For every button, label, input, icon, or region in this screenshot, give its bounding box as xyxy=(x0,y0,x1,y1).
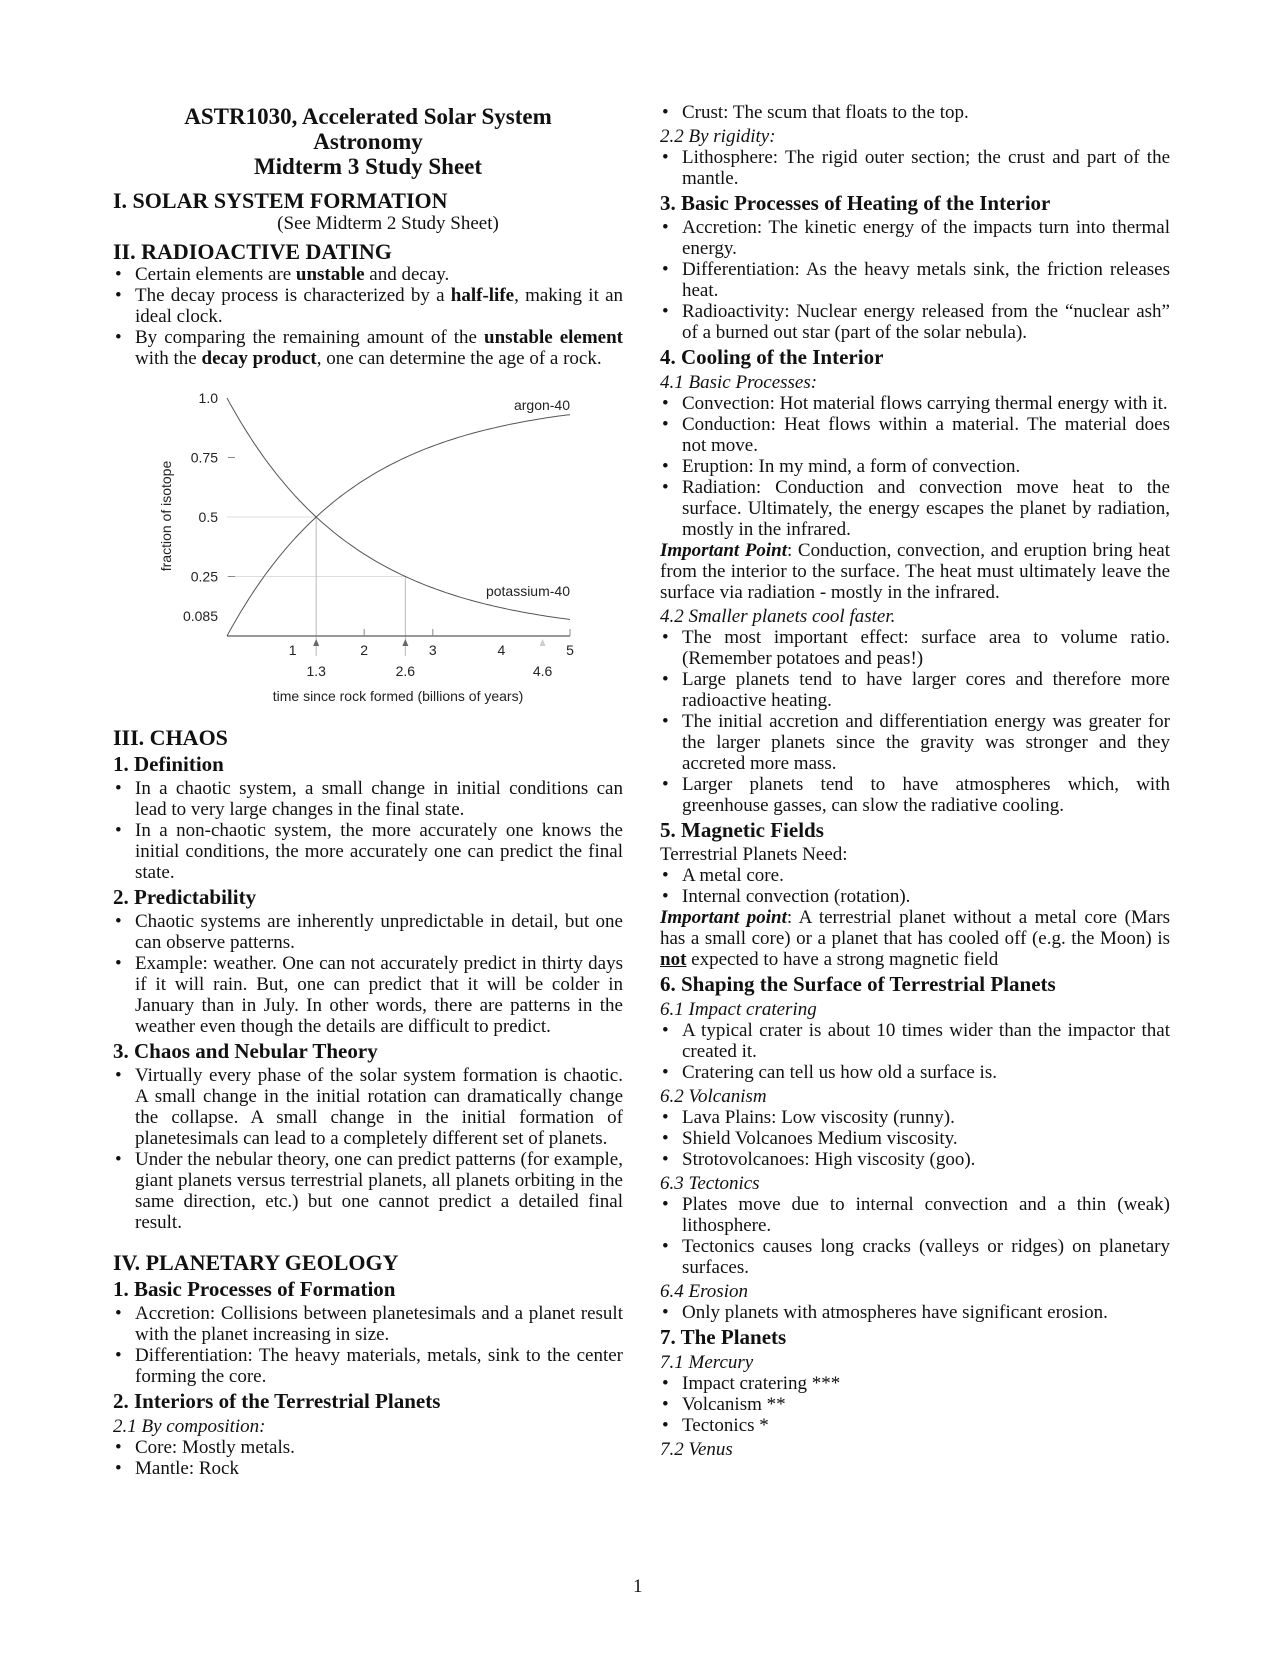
text-run: Shield Volcanoes Medium viscosity. xyxy=(682,1128,958,1149)
list-item xyxy=(113,285,623,327)
bullet-list xyxy=(660,1020,1170,1083)
bullet-icon: • xyxy=(662,393,669,414)
bullet-icon: • xyxy=(662,1236,669,1257)
text-run: , making it an ideal clock. xyxy=(135,285,624,327)
argon-40-curve xyxy=(227,415,570,636)
text-run: Cratering can tell us how old a surface is. xyxy=(682,1062,997,1083)
bullet-icon: • xyxy=(115,327,122,348)
italic-subheading: 6.1 Impact cratering xyxy=(660,999,817,1020)
bullet-icon: • xyxy=(662,217,669,238)
left-column xyxy=(113,104,623,1479)
text-run: with the xyxy=(135,348,202,369)
y-tick-label: 0.5 xyxy=(198,509,218,525)
list-item xyxy=(660,1415,1170,1436)
list-item xyxy=(660,217,1170,259)
bullet-icon: • xyxy=(662,1128,669,1149)
text-run: Only planets with atmospheres have significant erosion. xyxy=(682,1302,1108,1323)
list-item xyxy=(660,1107,1170,1128)
title-line: Astronomy xyxy=(313,129,423,154)
paragraph xyxy=(660,907,1170,970)
bullet-icon: • xyxy=(115,1458,122,1479)
section-heading: I. SOLAR SYSTEM FORMATION xyxy=(113,188,448,213)
bullet-list xyxy=(113,778,623,883)
series-label: potassium-40 xyxy=(485,583,570,599)
text-run: Radioactivity: Nuclear energy released from the “nuclear ash” of a burned out star (part of the solar nebula). xyxy=(682,301,1170,343)
text-run: Mantle: Rock xyxy=(135,1458,239,1479)
list-item xyxy=(113,911,623,953)
text-run: Virtually every phase of the solar system formation is chaotic. A small change in the initial rotation can dramatically change the collapse. A small change in the initial formation of planetesimals can lead to a completely different set of planets. xyxy=(135,1065,623,1149)
x-mark-label: 4.6 xyxy=(532,663,553,679)
y-tick-label: 0.085 xyxy=(182,607,218,624)
text-run: In a chaotic system, a small change in initial conditions can lead to very large changes in the final state. xyxy=(135,778,623,820)
list-item xyxy=(113,778,623,820)
bullet-icon: • xyxy=(115,820,122,841)
text-run: Large planets tend to have larger cores and therefore more radioactive heating. xyxy=(682,669,1170,711)
section-heading: IV. PLANETARY GEOLOGY xyxy=(113,1250,399,1275)
x-tick-label: 2 xyxy=(360,642,369,658)
y-tick-label: 0.75 xyxy=(190,449,218,466)
list-item xyxy=(113,1303,623,1345)
list-item xyxy=(660,627,1170,669)
y-tick-label: 0.25 xyxy=(190,568,218,585)
bullet-list xyxy=(660,1107,1170,1170)
text-run: Eruption: In my mind, a form of convection. xyxy=(682,456,1021,477)
emphasis-text: unstable xyxy=(295,264,365,285)
list-item xyxy=(660,477,1170,540)
text-run: Lava Plains: Low viscosity (runny). xyxy=(682,1107,955,1128)
x-mark-label: 2.6 xyxy=(395,663,416,679)
list-item xyxy=(660,456,1170,477)
text-run: Crust: The scum that floats to the top. xyxy=(682,102,969,123)
bullet-icon: • xyxy=(662,456,669,477)
bullet-icon: • xyxy=(662,102,669,123)
list-item xyxy=(113,1065,623,1149)
x-tick-label: 3 xyxy=(428,642,437,658)
list-item xyxy=(660,865,1170,886)
list-item xyxy=(660,102,1170,123)
x-tick-label: 4 xyxy=(497,642,506,658)
list-item xyxy=(660,1020,1170,1062)
bullet-icon: • xyxy=(662,414,669,435)
list-item xyxy=(113,264,623,285)
bullet-list xyxy=(660,1302,1170,1323)
list-item xyxy=(660,886,1170,907)
text-run: Under the nebular theory, one can predict patterns (for example, giant planets versus terrestrial planets, all planets orbiting in the same direction, etc.) but one cannot predict a detailed final result. xyxy=(135,1149,623,1233)
bullet-icon: • xyxy=(115,911,122,932)
x-tick-label: 1 xyxy=(288,642,297,658)
bullet-icon: • xyxy=(662,1062,669,1083)
text-run: The most important effect: surface area to volume ratio. (Remember potatoes and peas!) xyxy=(682,627,1170,669)
bullet-icon: • xyxy=(115,285,122,306)
list-item xyxy=(660,414,1170,456)
text-run: , one can determine the age of a rock. xyxy=(316,348,602,369)
text-run: A typical crater is about 10 times wider than the impactor that created it. xyxy=(682,1020,1170,1062)
list-item xyxy=(660,1194,1170,1236)
bullet-list xyxy=(660,217,1170,343)
bullet-icon: • xyxy=(115,1345,122,1366)
section-heading: II. RADIOACTIVE DATING xyxy=(113,239,392,264)
italic-subheading: 4.1 Basic Processes: xyxy=(660,372,818,393)
text-run: Radiation: Conduction and convection move heat to the surface. Ultimately, the energy escapes the planet by radiation, mostly in the infrared. xyxy=(682,477,1170,540)
bullet-icon: • xyxy=(662,1373,669,1394)
bullet-list xyxy=(113,1437,623,1479)
text-run: : Conduction, convection, and eruption bring heat from the interior to the surface. The heat must ultimately leave the surface via radiation - mostly in the infrared. xyxy=(660,540,1170,603)
text-run: Internal convection (rotation). xyxy=(682,886,911,907)
list-item xyxy=(660,259,1170,301)
text-run: Differentiation: The heavy materials, metals, sink to the center forming the core. xyxy=(135,1345,623,1387)
section-heading: III. CHAOS xyxy=(113,725,228,750)
title-line: ASTR1030, Accelerated Solar System xyxy=(184,104,552,129)
text-run: Convection: Hot material flows carrying thermal energy with it. xyxy=(682,393,1168,414)
right-column xyxy=(660,102,1170,1460)
bullet-list xyxy=(660,627,1170,816)
bullet-icon: • xyxy=(115,953,122,974)
bullet-icon: • xyxy=(662,669,669,690)
emphasis-text: decay product xyxy=(201,348,317,369)
text-run: Chaotic systems are inherently unpredictable in detail, but one can observe patterns. xyxy=(135,911,623,953)
paragraph xyxy=(660,844,1170,865)
bullet-icon: • xyxy=(662,711,669,732)
x-axis-label: time since rock formed (billions of years) xyxy=(272,688,524,704)
subsection-heading: 6. Shaping the Surface of Terrestrial Planets xyxy=(660,972,1056,996)
bullet-icon: • xyxy=(115,778,122,799)
text-run: Volcanism ** xyxy=(682,1394,786,1415)
bullet-list xyxy=(660,102,1170,123)
text-run: In a non-chaotic system, the more accurately one knows the initial conditions, the more accurately one can predict the final state. xyxy=(135,820,623,883)
text-run: Plates move due to internal convection and a thin (weak) lithosphere. xyxy=(682,1194,1170,1236)
bullet-icon: • xyxy=(662,886,669,907)
subsection-heading: 5. Magnetic Fields xyxy=(660,818,824,842)
subsection-heading: 7. The Planets xyxy=(660,1325,787,1349)
bullet-list xyxy=(660,865,1170,907)
emphasis-text: Important Point xyxy=(660,540,788,561)
arrow-icon xyxy=(402,639,408,646)
subsection-heading: 1. Basic Processes of Formation xyxy=(113,1277,396,1301)
bullet-list xyxy=(113,264,623,369)
y-tick-label: 1.0 xyxy=(198,390,218,406)
list-item xyxy=(113,953,623,1037)
y-axis-label: fraction of isotope xyxy=(158,460,174,572)
text-run: : A terrestrial planet without a metal core (Mars has a small core) or a planet that has cooled off (e.g. the Moon) is xyxy=(660,907,1170,949)
subsection-heading: 3. Basic Processes of Heating of the Interior xyxy=(660,191,1051,215)
emphasis-text: not xyxy=(660,949,687,970)
bullet-icon: • xyxy=(662,477,669,498)
document-title xyxy=(113,104,623,179)
bullet-list xyxy=(113,1303,623,1387)
italic-subheading: 6.2 Volcanism xyxy=(660,1086,767,1107)
bullet-icon: • xyxy=(662,1302,669,1323)
list-item xyxy=(113,1345,623,1387)
bullet-icon: • xyxy=(115,1437,122,1458)
text-run: Core: Mostly metals. xyxy=(135,1437,295,1458)
bullet-icon: • xyxy=(662,1415,669,1436)
text-run: Impact cratering *** xyxy=(682,1373,841,1394)
series-label: argon-40 xyxy=(513,397,570,413)
x-tick-label: 5 xyxy=(566,642,574,658)
emphasis-text: Important point xyxy=(660,907,787,928)
bullet-icon: • xyxy=(115,1065,122,1086)
bullet-icon: • xyxy=(662,259,669,280)
italic-subheading: 6.4 Erosion xyxy=(660,1281,748,1302)
italic-subheading: 6.3 Tectonics xyxy=(660,1173,760,1194)
bullet-icon: • xyxy=(662,865,669,886)
x-mark-label: 1.3 xyxy=(306,663,326,679)
list-item xyxy=(660,1149,1170,1170)
list-item xyxy=(113,1458,623,1479)
list-item xyxy=(660,1128,1170,1149)
list-item xyxy=(113,1149,623,1233)
text-run: A metal core. xyxy=(682,865,784,886)
bullet-icon: • xyxy=(662,1394,669,1415)
page-number: 1 xyxy=(633,1576,643,1597)
text-run: Tectonics * xyxy=(682,1415,769,1436)
text-run: The initial accretion and differentiation energy was greater for the larger planets since the gravity was stronger and they accreted more mass. xyxy=(682,711,1170,774)
text-run: Conduction: Heat flows within a material. The material does not move. xyxy=(682,414,1170,456)
list-item xyxy=(660,1236,1170,1278)
list-item xyxy=(660,393,1170,414)
subsection-heading: 2. Interiors of the Terrestrial Planets xyxy=(113,1389,441,1413)
emphasis-text: unstable element xyxy=(484,327,623,348)
decay-chart xyxy=(113,375,623,720)
text-run: The decay process is characterized by a xyxy=(135,285,451,306)
text-run: Lithosphere: The rigid outer section; the crust and part of the mantle. xyxy=(682,147,1170,189)
bullet-icon: • xyxy=(662,147,669,168)
title-line: Midterm 3 Study Sheet xyxy=(253,154,483,179)
bullet-icon: • xyxy=(662,1020,669,1041)
list-item xyxy=(660,1394,1170,1415)
italic-subheading: 4.2 Smaller planets cool faster. xyxy=(660,606,896,627)
paragraph xyxy=(660,540,1170,603)
bullet-icon: • xyxy=(662,627,669,648)
list-item xyxy=(660,711,1170,774)
emphasis-text: half-life xyxy=(450,285,515,306)
list-item xyxy=(660,1062,1170,1083)
bullet-list xyxy=(660,393,1170,540)
text-run: Larger planets tend to have atmospheres which, with greenhouse gasses, can slow the radiative cooling. xyxy=(682,774,1170,816)
subsection-heading: 3. Chaos and Nebular Theory xyxy=(113,1039,378,1063)
arrow-icon xyxy=(313,639,319,646)
italic-subheading: 2.2 By rigidity: xyxy=(660,126,776,147)
subsection-heading: 2. Predictability xyxy=(113,885,257,909)
section-note: (See Midterm 2 Study Sheet) xyxy=(277,213,499,234)
list-item xyxy=(113,1437,623,1458)
bullet-icon: • xyxy=(662,301,669,322)
bullet-icon: • xyxy=(662,774,669,795)
text-run: Strotovolcanoes: High viscosity (goo). xyxy=(682,1149,976,1170)
text-run: By comparing the remaining amount of the xyxy=(135,327,485,348)
list-item xyxy=(660,147,1170,189)
list-item xyxy=(113,820,623,883)
text-run: expected to have a strong magnetic field xyxy=(686,949,999,970)
bullet-icon: • xyxy=(662,1194,669,1215)
text-run: Accretion: The kinetic energy of the impacts turn into thermal energy. xyxy=(682,217,1170,259)
list-item xyxy=(660,774,1170,816)
text-run: Certain elements are xyxy=(135,264,296,285)
list-item xyxy=(113,327,623,369)
list-item xyxy=(660,301,1170,343)
bullet-icon: • xyxy=(662,1107,669,1128)
text-run: Example: weather. One can not accurately predict in thirty days if it will rain. But, one can predict that it will be colder in January than in July. In other words, there are patterns in the weather even though the details are difficult to predict. xyxy=(135,953,623,1037)
subsection-heading: 1. Definition xyxy=(113,752,224,776)
arrow-icon xyxy=(540,639,546,646)
bullet-icon: • xyxy=(115,1149,122,1170)
bullet-list xyxy=(113,911,623,1037)
italic-subheading: 2.1 By composition: xyxy=(113,1416,266,1437)
text-run: Accretion: Collisions between planetesimals and a planet result with the planet increasing in size. xyxy=(135,1303,623,1345)
bullet-icon: • xyxy=(662,1149,669,1170)
bullet-icon: • xyxy=(115,264,122,285)
list-item xyxy=(660,1302,1170,1323)
italic-subheading: 7.1 Mercury xyxy=(660,1352,754,1373)
text-run: Tectonics causes long cracks (valleys or ridges) on planetary surfaces. xyxy=(682,1236,1170,1278)
text-run: Differentiation: As the heavy metals sink, the friction releases heat. xyxy=(682,259,1170,301)
text-run: Terrestrial Planets Need: xyxy=(660,844,848,865)
subsection-heading: 4. Cooling of the Interior xyxy=(660,345,884,369)
bullet-list xyxy=(113,1065,623,1233)
list-item xyxy=(660,669,1170,711)
text-run: and decay. xyxy=(364,264,450,285)
bullet-icon: • xyxy=(115,1303,122,1324)
list-item xyxy=(660,1373,1170,1394)
bullet-list xyxy=(660,147,1170,189)
bullet-list xyxy=(660,1194,1170,1278)
italic-subheading: 7.2 Venus xyxy=(660,1439,733,1460)
bullet-list xyxy=(660,1373,1170,1436)
